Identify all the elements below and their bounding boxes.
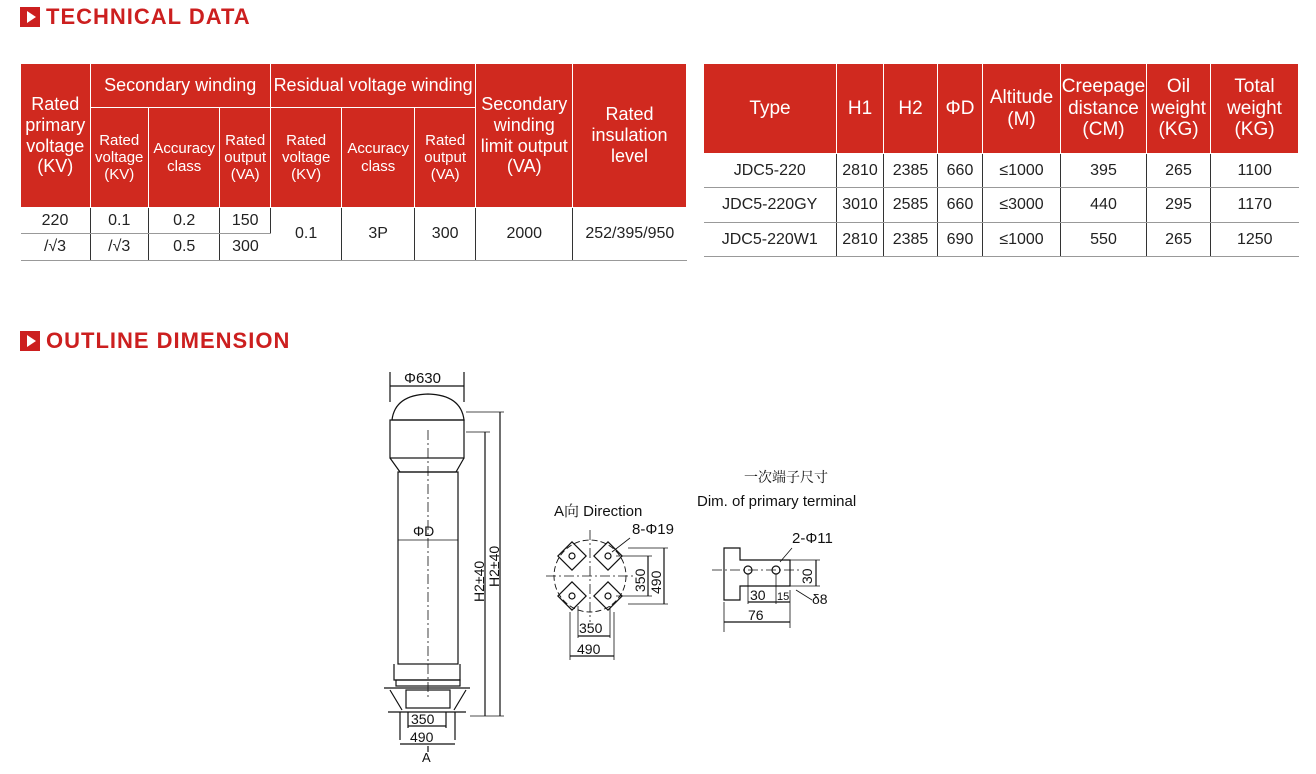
h1-cell: 2810 bbox=[837, 154, 884, 188]
header-sec-rated-output: Rated output (VA) bbox=[220, 108, 270, 208]
terminal-label-en: Dim. of primary terminal bbox=[697, 493, 857, 510]
header-sec-accuracy-class: Accuracy class bbox=[148, 108, 220, 208]
vertical-490-label: 490 bbox=[648, 570, 664, 594]
a-direction-label: A向 Direction bbox=[554, 503, 643, 520]
header-h1: H1 bbox=[837, 64, 884, 154]
technical-data-heading: TECHNICAL DATA bbox=[20, 4, 251, 30]
altitude-cell: ≤1000 bbox=[983, 154, 1061, 188]
horizontal-490-label: 490 bbox=[577, 641, 601, 657]
type-cell: JDC5-220GY bbox=[704, 188, 837, 223]
header-rated-insulation-level: Rated insulation level bbox=[573, 64, 687, 208]
res-voltage-cell: 0.1 bbox=[270, 208, 342, 261]
phi-d-cell: 660 bbox=[938, 188, 983, 223]
header-res-rated-output: Rated output (VA) bbox=[414, 108, 475, 208]
transformer-elevation bbox=[384, 370, 504, 765]
terminal-15-label: 15 bbox=[777, 591, 790, 603]
header-res-rated-voltage: Rated voltage (KV) bbox=[270, 108, 342, 208]
outline-dimension-heading: OUTLINE DIMENSION bbox=[20, 328, 290, 354]
type-cell: JDC5-220W1 bbox=[704, 223, 837, 257]
creepage-cell: 395 bbox=[1061, 154, 1147, 188]
header-type: Type bbox=[704, 64, 837, 154]
header-residual-voltage-winding: Residual voltage winding bbox=[270, 64, 476, 108]
res-class-cell: 3P bbox=[342, 208, 415, 261]
body-diameter-label: ΦD bbox=[413, 523, 435, 539]
creepage-cell: 440 bbox=[1061, 188, 1147, 223]
header-rated-primary-voltage: Rated primary voltage (KV) bbox=[21, 64, 91, 208]
direction-a-label: A bbox=[422, 750, 431, 765]
primary-terminal-view bbox=[697, 469, 856, 632]
base-490-label: 490 bbox=[410, 729, 434, 745]
h2-cell: 2385 bbox=[884, 154, 938, 188]
header-altitude: Altitude (M) bbox=[983, 64, 1061, 154]
top-diameter-label: Φ630 bbox=[404, 370, 441, 387]
vertical-350-label: 350 bbox=[632, 568, 648, 592]
terminal-30-vertical-label: 30 bbox=[799, 568, 815, 584]
header-h2: H2 bbox=[884, 64, 938, 154]
limit-output-cell: 2000 bbox=[476, 208, 573, 261]
primary-sqrt-cell: /√3 bbox=[21, 234, 91, 261]
terminal-76-label: 76 bbox=[748, 607, 764, 623]
sec-output-1-cell: 150 bbox=[220, 208, 270, 234]
terminal-30-horizontal-label: 30 bbox=[750, 587, 766, 603]
sec-class-2-cell: 0.5 bbox=[148, 234, 220, 261]
total-weight-cell: 1250 bbox=[1211, 223, 1299, 257]
insulation-level-cell: 252/395/950 bbox=[573, 208, 687, 261]
oil-weight-cell: 265 bbox=[1147, 154, 1211, 188]
two-holes-label: 2-Φ11 bbox=[792, 530, 833, 547]
h1-cell: 2810 bbox=[837, 223, 884, 257]
primary-voltage-cell: 220 bbox=[21, 208, 91, 234]
header-sec-rated-voltage: Rated voltage (KV) bbox=[90, 108, 148, 208]
phi-d-cell: 660 bbox=[938, 154, 983, 188]
type-cell: JDC5-220 bbox=[704, 154, 837, 188]
h1-cell: 3010 bbox=[837, 188, 884, 223]
header-secondary-winding: Secondary winding bbox=[90, 64, 270, 108]
header-oil-weight: Oil weight (KG) bbox=[1147, 64, 1211, 154]
header-creepage: Creepage distance (CM) bbox=[1061, 64, 1147, 154]
header-secondary-limit-output: Secondary winding limit output (VA) bbox=[476, 64, 573, 208]
header-res-accuracy-class: Accuracy class bbox=[342, 108, 415, 208]
oil-weight-cell: 265 bbox=[1147, 223, 1211, 257]
sec-output-2-cell: 300 bbox=[220, 234, 270, 261]
altitude-cell: ≤1000 bbox=[983, 223, 1061, 257]
total-weight-cell: 1170 bbox=[1211, 188, 1299, 223]
a-direction-view bbox=[546, 503, 674, 660]
altitude-cell: ≤3000 bbox=[983, 188, 1061, 223]
height-h1-label: H2±40 bbox=[471, 560, 487, 602]
sec-voltage-cell: 0.1 bbox=[90, 208, 148, 234]
sec-class-1-cell: 0.2 bbox=[148, 208, 220, 234]
base-350-label: 350 bbox=[411, 711, 435, 727]
terminal-label-cn: 一次端子尺寸 bbox=[744, 469, 828, 485]
phi-d-cell: 690 bbox=[938, 223, 983, 257]
eight-holes-label: 8-Φ19 bbox=[632, 521, 674, 538]
h2-cell: 2385 bbox=[884, 223, 938, 257]
h2-cell: 2585 bbox=[884, 188, 938, 223]
creepage-cell: 550 bbox=[1061, 223, 1147, 257]
horizontal-350-label: 350 bbox=[579, 620, 603, 636]
total-weight-cell: 1100 bbox=[1211, 154, 1299, 188]
header-total-weight: Total weight (KG) bbox=[1211, 64, 1299, 154]
height-h2-label: H2±40 bbox=[486, 545, 502, 587]
res-output-cell: 300 bbox=[414, 208, 475, 261]
thickness-label: δ8 bbox=[812, 591, 828, 607]
oil-weight-cell: 295 bbox=[1147, 188, 1211, 223]
sec-sqrt-cell: /√3 bbox=[90, 234, 148, 261]
header-phi-d: ΦD bbox=[938, 64, 983, 154]
